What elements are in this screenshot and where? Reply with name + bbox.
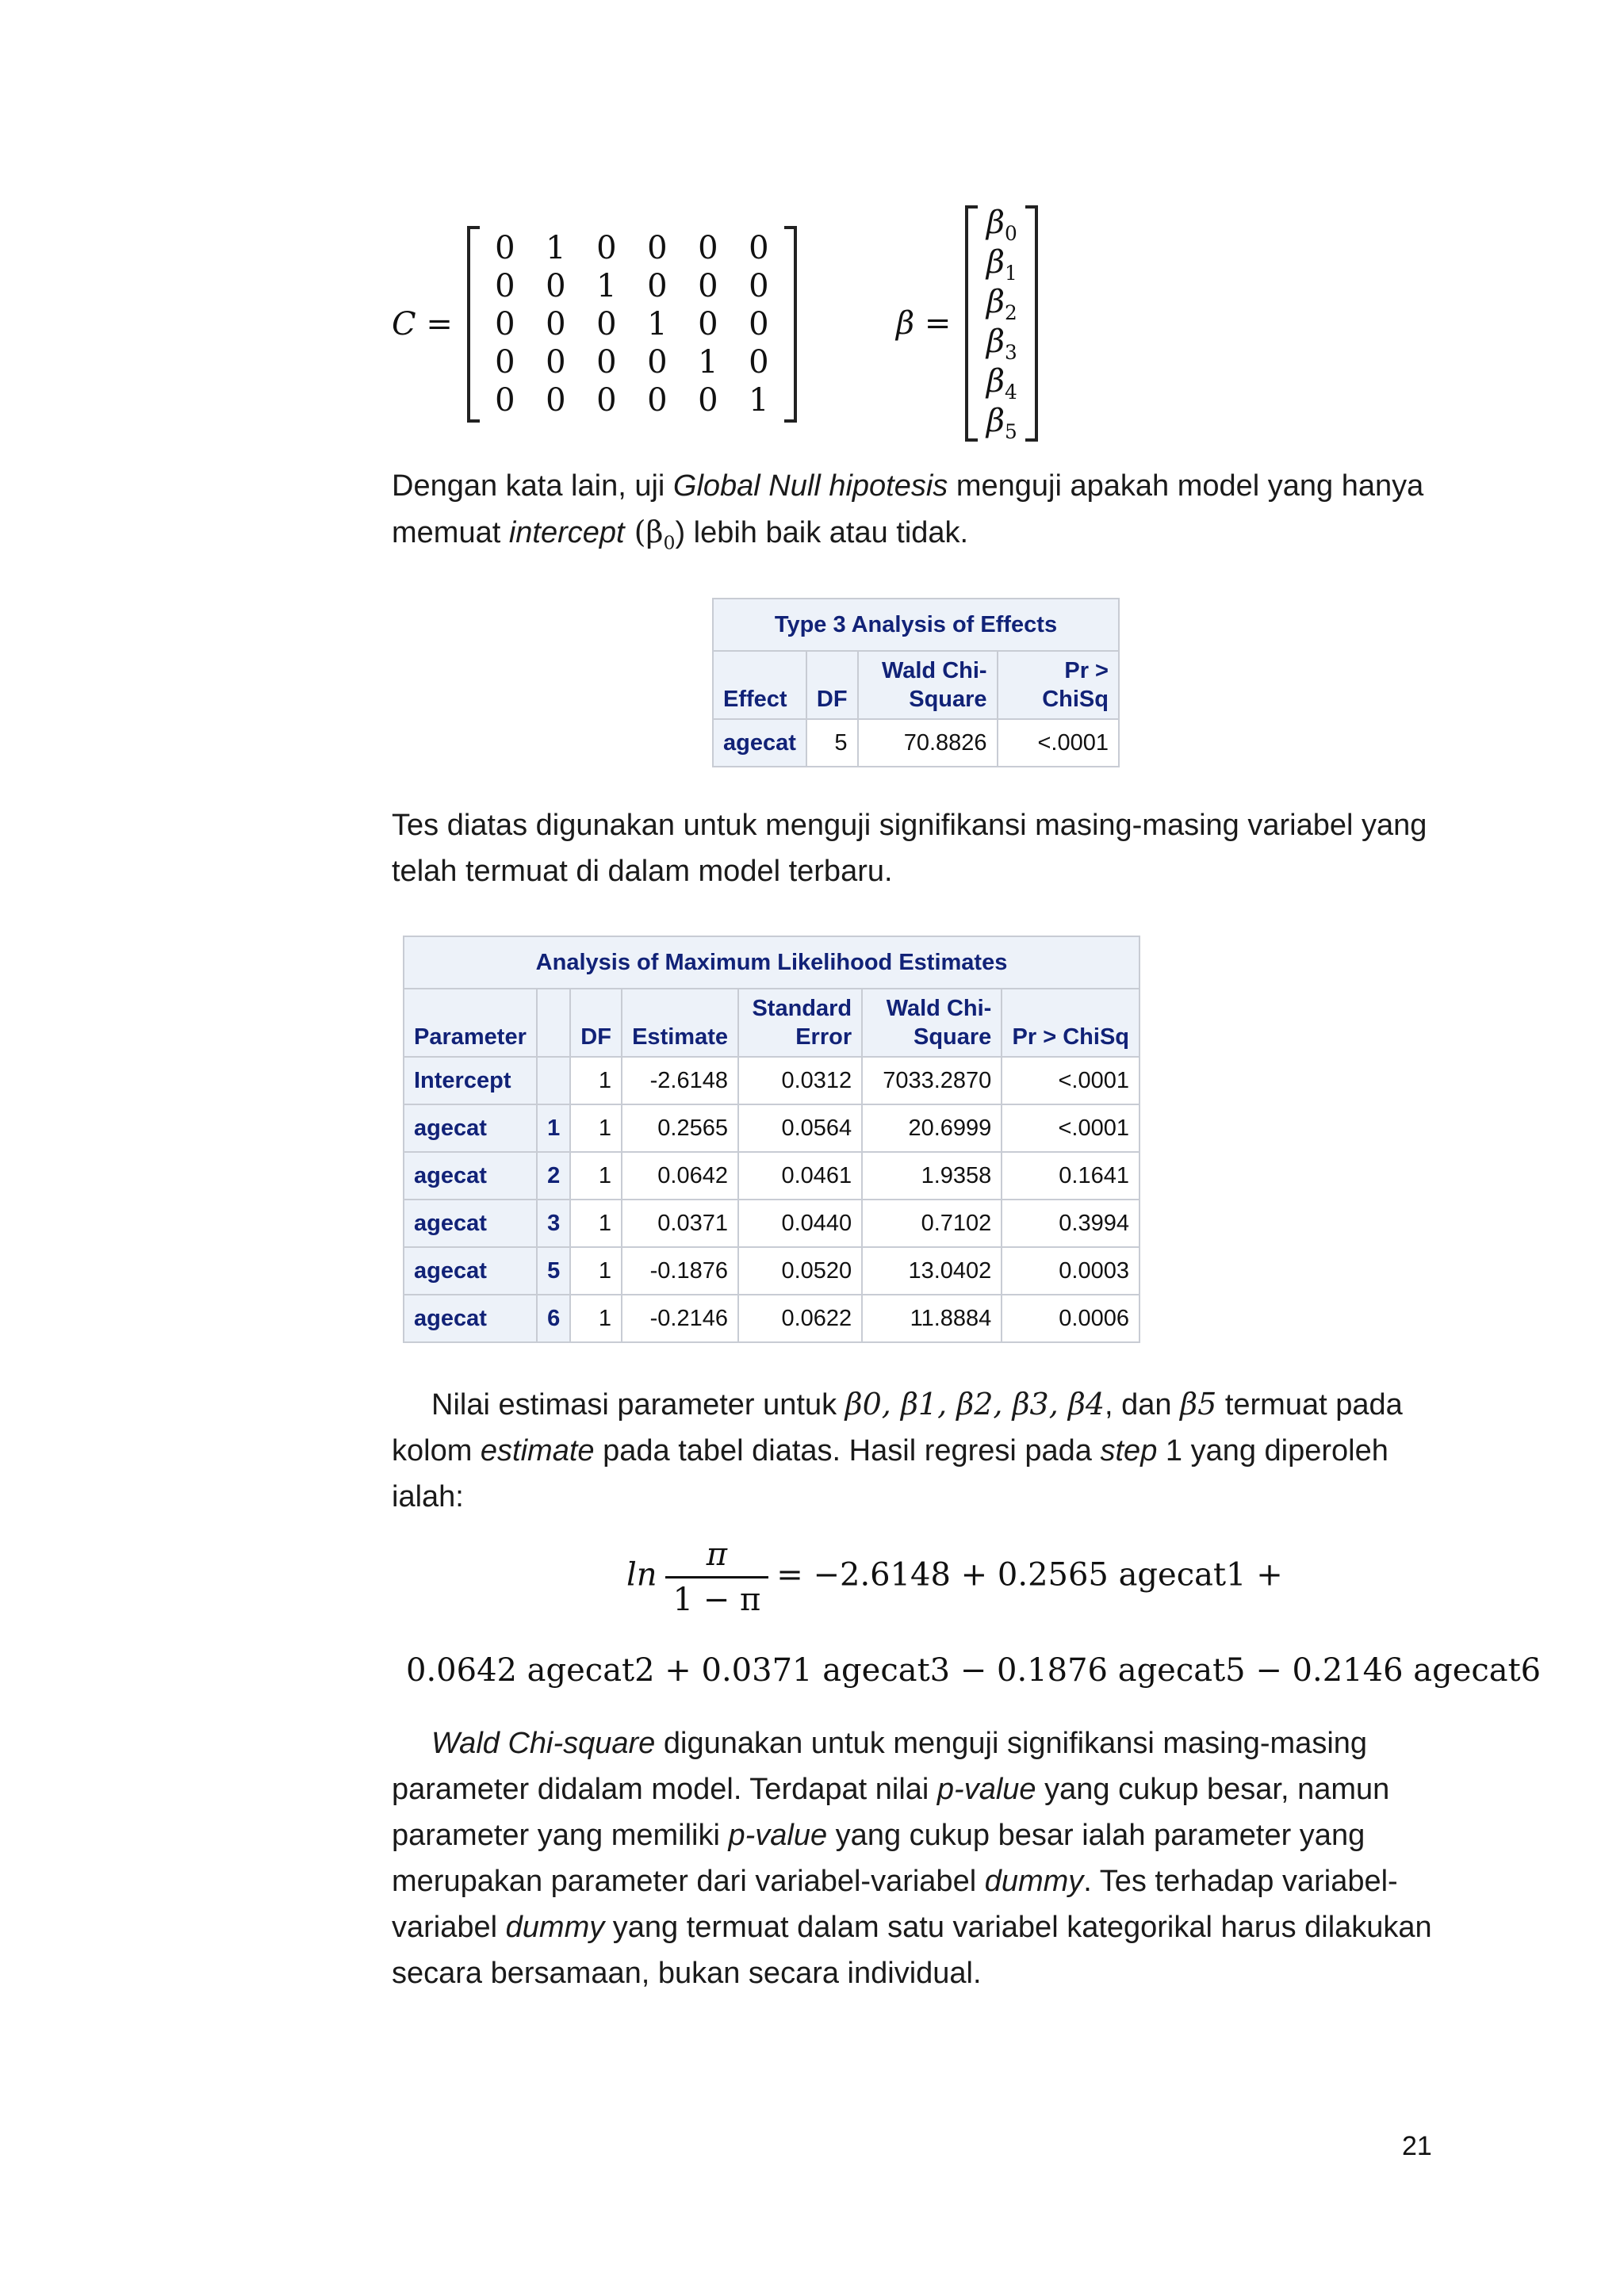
mle-estimates-table	[403, 936, 1140, 1343]
page-number: 21	[1402, 2131, 1432, 2161]
row-level: 2	[537, 1152, 570, 1200]
table-cell: <.0001	[998, 719, 1119, 767]
matrix-cell: 0	[495, 382, 515, 419]
col-header: Pr > ChiSq	[1002, 989, 1139, 1057]
row-level: 3	[537, 1200, 570, 1247]
table-cell: 0.0440	[738, 1200, 862, 1247]
row-level: 6	[537, 1295, 570, 1342]
matrix-cell: 0	[495, 306, 515, 342]
matrix-cell: 0	[596, 382, 617, 419]
table-cell: -0.2146	[622, 1295, 738, 1342]
table-cell: 1	[570, 1247, 622, 1295]
table-cell: 5	[806, 719, 858, 767]
table-row	[404, 1152, 1139, 1200]
table-cell: 1	[570, 1104, 622, 1152]
table-cell: 0.0642	[622, 1152, 738, 1200]
eq-rhs: = −2.6148 + 0.2565 agecat1 +	[776, 1556, 1283, 1594]
table-cell: 13.0402	[862, 1247, 1002, 1295]
table-cell: 70.8826	[858, 719, 998, 767]
vector-entry: $\beta_5$	[986, 402, 1017, 443]
vector-entry: $\beta_1$	[986, 243, 1017, 285]
paragraph-estimate-explanation: Nilai estimasi parameter untuk β0, β1, β2, β3, β4, dan β5 termuat pada kolom estimate pada tabel diatas. Hasil regresi pada step 1 yang diperoleh ialah:	[392, 1387, 1403, 1513]
table-title: Analysis of Maximum Likelihood Estimates	[404, 936, 1139, 989]
vector-beta	[896, 205, 1038, 442]
matrix-cell: 0	[698, 230, 718, 266]
table-cell: 0.0006	[1002, 1295, 1139, 1342]
bracket-left	[467, 226, 480, 423]
regression-equation-line1	[626, 1536, 1283, 1618]
table-cell: 0.1641	[1002, 1152, 1139, 1200]
matrix-c	[392, 226, 797, 423]
matrix-cell: 1	[546, 230, 566, 266]
bracket-right	[1025, 205, 1038, 442]
table-title: Type 3 Analysis of Effects	[713, 599, 1119, 651]
table-cell: 7033.2870	[862, 1057, 1002, 1104]
matrix-cell: 0	[546, 306, 566, 342]
table-cell: 0.0520	[738, 1247, 862, 1295]
bracket-left	[965, 205, 978, 442]
table-cell: 0.0622	[738, 1295, 862, 1342]
row-header: agecat	[404, 1295, 537, 1342]
table-cell: -2.6148	[622, 1057, 738, 1104]
table-cell: 0.0564	[738, 1104, 862, 1152]
matrix-cell: 0	[495, 230, 515, 266]
col-header: Estimate	[622, 989, 738, 1057]
row-level	[537, 1057, 570, 1104]
table-cell: 1.9358	[862, 1152, 1002, 1200]
table-cell: 1	[570, 1152, 622, 1200]
col-header: Pr > ChiSq	[998, 651, 1119, 719]
table-cell: 0.0003	[1002, 1247, 1139, 1295]
matrix-cell: 0	[647, 344, 668, 381]
col-header-text: Standard Error	[752, 996, 852, 1050]
col-header: DF	[806, 651, 858, 719]
table-cell: 20.6999	[862, 1104, 1002, 1152]
paragraph-type3-explanation: Tes diatas digunakan untuk menguji signifikansi masing-masing variabel yang telah termuat di dalam model terbaru.	[392, 809, 1427, 888]
table-cell: -0.1876	[622, 1247, 738, 1295]
eq-fraction	[665, 1536, 769, 1618]
matrix-cell: 0	[698, 382, 718, 419]
eq-numerator: π	[706, 1536, 728, 1573]
col-header	[537, 989, 570, 1057]
table-cell: 0.0461	[738, 1152, 862, 1200]
col-header: Effect	[713, 651, 806, 719]
row-header: agecat	[404, 1104, 537, 1152]
col-header-text: Wald Chi-Square	[886, 996, 992, 1050]
row-header: agecat	[713, 719, 806, 767]
matrix-cell: 1	[647, 306, 668, 342]
col-header: Parameter	[404, 989, 537, 1057]
table-cell: <.0001	[1002, 1057, 1139, 1104]
table-cell: 1	[570, 1200, 622, 1247]
vector-beta-label: β =	[896, 305, 952, 342]
matrix-cell: 0	[698, 268, 718, 304]
table-cell: 0.0371	[622, 1200, 738, 1247]
vector-entry: $\beta_2$	[986, 283, 1017, 324]
matrix-cell: 0	[749, 306, 769, 342]
table-row	[404, 1057, 1139, 1104]
vector-entry: $\beta_3$	[986, 323, 1017, 364]
vector-beta-grid	[978, 205, 1025, 442]
col-header: DF	[570, 989, 622, 1057]
paragraph-global-null: Dengan kata lain, uji Global Null hipotesis menguji apakah model yang hanya memuat intercept $(\beta_0)$ lebih baik atau tidak.	[392, 469, 1424, 554]
table-row	[404, 1295, 1139, 1342]
table-cell: 0.7102	[862, 1200, 1002, 1247]
matrix-cell: 1	[698, 344, 718, 381]
table-row	[404, 1104, 1139, 1152]
matrix-cell: 0	[749, 230, 769, 266]
matrix-cell: 0	[495, 268, 515, 304]
matrix-cell: 0	[647, 382, 668, 419]
eq-denominator: 1 − π	[665, 1576, 769, 1618]
eq-ln: ln	[626, 1556, 657, 1594]
table-row	[404, 1200, 1139, 1247]
table-cell: 0.2565	[622, 1104, 738, 1152]
matrix-cell: 0	[596, 230, 617, 266]
col-header	[858, 651, 998, 719]
col-header-text: Wald Chi-Square	[881, 658, 987, 712]
row-header: Intercept	[404, 1057, 537, 1104]
matrix-cell: 0	[596, 306, 617, 342]
matrix-cell: 0	[749, 268, 769, 304]
matrix-c-label: C =	[392, 306, 453, 342]
regression-equation-line2: 0.0642 agecat2 + 0.0371 agecat3 − 0.1876 agecat5 − 0.2146 agecat6	[406, 1652, 1542, 1689]
row-level: 5	[537, 1247, 570, 1295]
type3-analysis-table	[712, 598, 1120, 767]
table-cell: <.0001	[1002, 1104, 1139, 1152]
matrix-cell: 1	[749, 382, 769, 419]
paragraph-wald-explanation: Wald Chi-square digunakan untuk menguji signifikansi masing-masing parameter didalam model. Terdapat nilai p-value yang cukup besar, namun parameter yang memiliki p-value yang cukup besar ialah parameter yang merupakan parameter dari variabel-variabel dummy. Tes terhadap variabel-variabel dummy yang termuat dalam satu variabel kategorikal harus dilakukan secara bersamaan, bukan secara individual.	[392, 1727, 1432, 1990]
vector-entry: $\beta_0$	[986, 204, 1017, 245]
table-cell: 1	[570, 1295, 622, 1342]
matrix-cell: 0	[546, 382, 566, 419]
matrix-cell: 0	[698, 306, 718, 342]
matrix-c-grid	[480, 229, 784, 419]
table-row	[713, 719, 1119, 767]
row-header: agecat	[404, 1152, 537, 1200]
matrix-cell: 0	[546, 268, 566, 304]
table-cell: 1	[570, 1057, 622, 1104]
table-cell: 0.0312	[738, 1057, 862, 1104]
bracket-right	[784, 226, 797, 423]
matrix-cell: 0	[596, 344, 617, 381]
table-cell: 0.3994	[1002, 1200, 1139, 1247]
matrix-cell: 0	[647, 230, 668, 266]
vector-entry: $\beta_4$	[986, 362, 1017, 404]
table-row	[404, 1247, 1139, 1295]
matrix-cell: 0	[546, 344, 566, 381]
row-header: agecat	[404, 1247, 537, 1295]
col-header	[738, 989, 862, 1057]
row-header: agecat	[404, 1200, 537, 1247]
matrix-cell: 1	[596, 268, 617, 304]
row-level: 1	[537, 1104, 570, 1152]
table-cell: 11.8884	[862, 1295, 1002, 1342]
matrix-cell: 0	[647, 268, 668, 304]
matrix-cell: 0	[495, 344, 515, 381]
matrix-cell: 0	[749, 344, 769, 381]
col-header	[862, 989, 1002, 1057]
